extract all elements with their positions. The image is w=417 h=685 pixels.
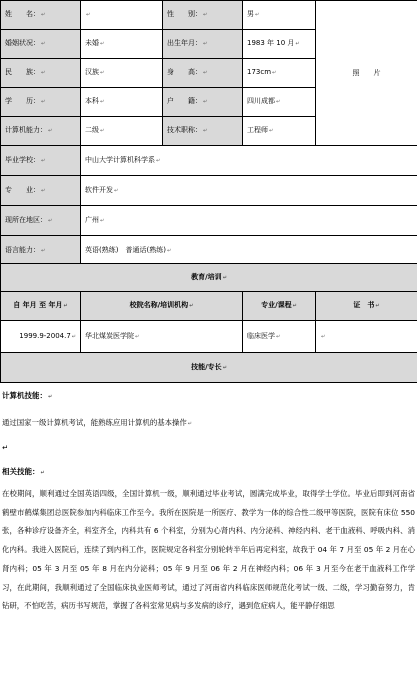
related-skills-text: 在校期间，顺利通过全国英语四级，全国计算机一级，顺利通过毕业考试，圆满完成毕业，取得学士学位。毕业后即到河南省鹤壁市鹤煤集团总医院参加内科临床工作至今。我所在医院是一所医疗、教学为一体的综合性二级甲等医院，医院有床位 550 张，各种诊疗设备齐全，科室齐全，内科共有 6 个科室，分别为心肾内科、内分泌科、神经内科、老干血液科、呼吸内科、消化内科。我进入医院后，连续了到内科工作，医院规定各科室分别轮转半年后再定科室，故我于 04 年 7 月至 05 年 2 月在心肾内科；05 年 3 月至 05 年 8 月在内分泌科；05 年 9 月至 06 年 2 月在神经内科；06 年 3 月至今在老干血液科工作学习，在此期间，我顺利通过了全国临床执业医师考试，通过了河南省内科临床医师规范化考试一级、二级，学习勤奋努力，肯钻研，不怕吃苦，病历书写规范，掌握了各科室常见病与多发病的诊疗，遇到危症病人，能平静仔细思: [2, 489, 415, 611]
technical-title-value[interactable]: 工程师↵: [243, 117, 316, 146]
name-value[interactable]: ↵: [81, 1, 163, 30]
computer-skills-text: 通过国家一级计算机考试，能熟练应用计算机的基本操作↵: [2, 418, 192, 427]
column-certificate: 证 书↵: [316, 292, 417, 321]
marital-status-label: 婚姻状况：↵: [1, 30, 81, 59]
ethnicity-value[interactable]: 汉族↵: [81, 59, 163, 88]
region-value[interactable]: 广州↵: [81, 206, 417, 236]
education-value[interactable]: 本科↵: [81, 88, 163, 117]
gender-value[interactable]: 男↵: [243, 1, 316, 30]
related-skills-heading: 相关技能：↵: [2, 467, 45, 476]
gender-label: 性 别：↵: [163, 1, 243, 30]
computer-ability-label: 计算机能力：↵: [1, 117, 81, 146]
hukou-value[interactable]: 四川成都↵: [243, 88, 316, 117]
major-label: 专 业：↵: [1, 176, 81, 206]
education-label: 学 历：↵: [1, 88, 81, 117]
computer-ability-value[interactable]: 二级↵: [81, 117, 163, 146]
school-value[interactable]: 中山大学计算机科学系↵: [81, 146, 417, 176]
name-label: 姓 名：↵: [1, 1, 81, 30]
language-value[interactable]: 英语(熟练) 普通话(熟练)↵: [81, 236, 417, 266]
major-value[interactable]: 软件开发↵: [81, 176, 417, 206]
background-info-table: [0, 145, 417, 266]
height-value[interactable]: 173cm↵: [243, 59, 316, 88]
marital-status-value[interactable]: 未婚↵: [81, 30, 163, 59]
blank-paragraph: ↵: [2, 443, 9, 452]
school-label: 毕业学校：↵: [1, 146, 81, 176]
column-school: 校院名称/培训机构↵: [81, 292, 243, 321]
table-row: [1, 321, 417, 353]
hukou-label: 户 籍：↵: [163, 88, 243, 117]
technical-title-label: 技术职称：↵: [163, 117, 243, 146]
region-label: 现所在地区：↵: [1, 206, 81, 236]
column-major: 专业/课程↵: [243, 292, 316, 321]
education-table: [0, 263, 417, 383]
language-label: 语言能力：↵: [1, 236, 81, 266]
education-section-title: 教育/培训↵: [1, 264, 417, 292]
education-certificate[interactable]: ↵: [316, 321, 417, 353]
height-label: 身 高：↵: [163, 59, 243, 88]
photo-label: 照 片: [352, 68, 381, 77]
birth-date-label: 出生年月：↵: [163, 30, 243, 59]
birth-date-value[interactable]: 1983 年 10 月↵: [243, 30, 316, 59]
ethnicity-label: 民 族：↵: [1, 59, 81, 88]
photo-box: [316, 1, 417, 146]
computer-skills-heading: 计算机技能：↵: [2, 391, 53, 400]
education-school[interactable]: 华北煤炭医学院↵: [81, 321, 243, 353]
column-period: 自 年月 至 年月↵: [1, 292, 81, 321]
education-period[interactable]: 1999.9-2004.7↵: [1, 321, 81, 353]
education-major[interactable]: 临床医学↵: [243, 321, 316, 353]
skills-section-title: 技能/专长↵: [1, 353, 417, 383]
personal-info-table: [0, 0, 417, 146]
